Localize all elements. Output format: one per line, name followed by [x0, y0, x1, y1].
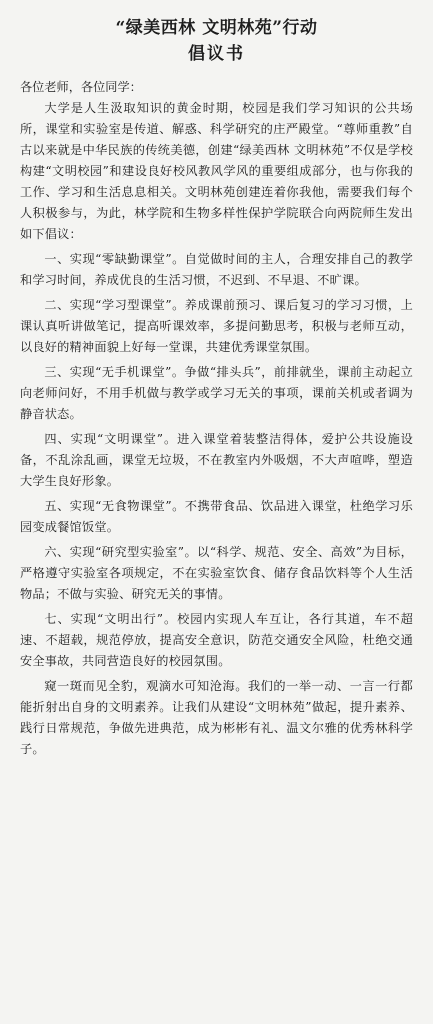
paragraph-item-6: 六、实现“研究型实验室”。以“科学、规范、安全、高效”为目标，严格遵守实验室各项规定，不在实验室饮食、储存食品饮料等个人生活物品；不做与实验、研究无关的事情。 — [20, 545, 413, 601]
paragraph-item-5: 五、实现“无食物课堂”。不携带食品、饮品进入课堂，杜绝学习乐园变成餐馆饭堂。 — [20, 499, 413, 534]
paragraph-closing: 窥一斑而见全豹，观滴水可知沧海。我们的一举一动、一言一行都能折射出自身的文明素养。让我们从建设“文明林苑”做起，提升素养、践行日常规范，争做先进典范，成为彬彬有礼、温文尔雅的优秀林科学子。 — [20, 679, 413, 756]
document-title: “绿美西林 文明林苑”行动 — [115, 18, 318, 38]
greeting: 各位老师，各位同学： — [20, 80, 142, 94]
document-subtitle: 倡议书 — [188, 44, 245, 64]
paragraph-item-3: 三、实现“无手机课堂”。争做“排头兵”，前排就坐，课前主动起立向老师问好，不用手机做与教学或学习无关的事项，课前关机或者调为静音状态。 — [20, 365, 413, 421]
paragraph-intro: 大学是人生汲取知识的黄金时期，校园是我们学习知识的公共场所，课堂和实验室是传道、解惑、科学研究的庄严殿堂。“尊师重教”自古以来就是中华民族的传统美德，创建“绿美西林 文明林苑”不仅是学校构建“文明校园”和建设良好校风教风学风的重要组成部分，也与你我的工作、学习和生活息息相关。文明林苑创建连着你我他，需要我们每个人积极参与，为此，林学院和生物多样性保护学院联合向两院师生发出如下倡议： — [20, 101, 413, 241]
paragraph-item-7: 七、实现“文明出行”。校园内实现人车互让，各行其道，车不超速、不超载，规范停放，提高安全意识，防范交通安全风险，杜绝交通安全事故，共同营造良好的校园氛围。 — [20, 612, 413, 668]
paragraph-item-4: 四、实现“文明课堂”。进入课堂着装整洁得体，爱护公共设施设备，不乱涂乱画，课堂无垃圾，不在教室内外吸烟，不大声喧哗，塑造大学生良好形象。 — [20, 432, 413, 488]
paragraph-item-2: 二、实现“学习型课堂”。养成课前预习、课后复习的学习习惯，上课认真听讲做笔记，提高听课效率，多提问勤思考，积极与老师互动，以良好的精神面貌上好每一堂课，共建优秀课堂氛围。 — [20, 298, 413, 354]
paragraph-item-1: 一、实现“零缺勤课堂”。自觉做时间的主人，合理安排自己的教学和学习时间，养成优良的生活习惯，不迟到、不早退、不旷课。 — [20, 252, 413, 287]
